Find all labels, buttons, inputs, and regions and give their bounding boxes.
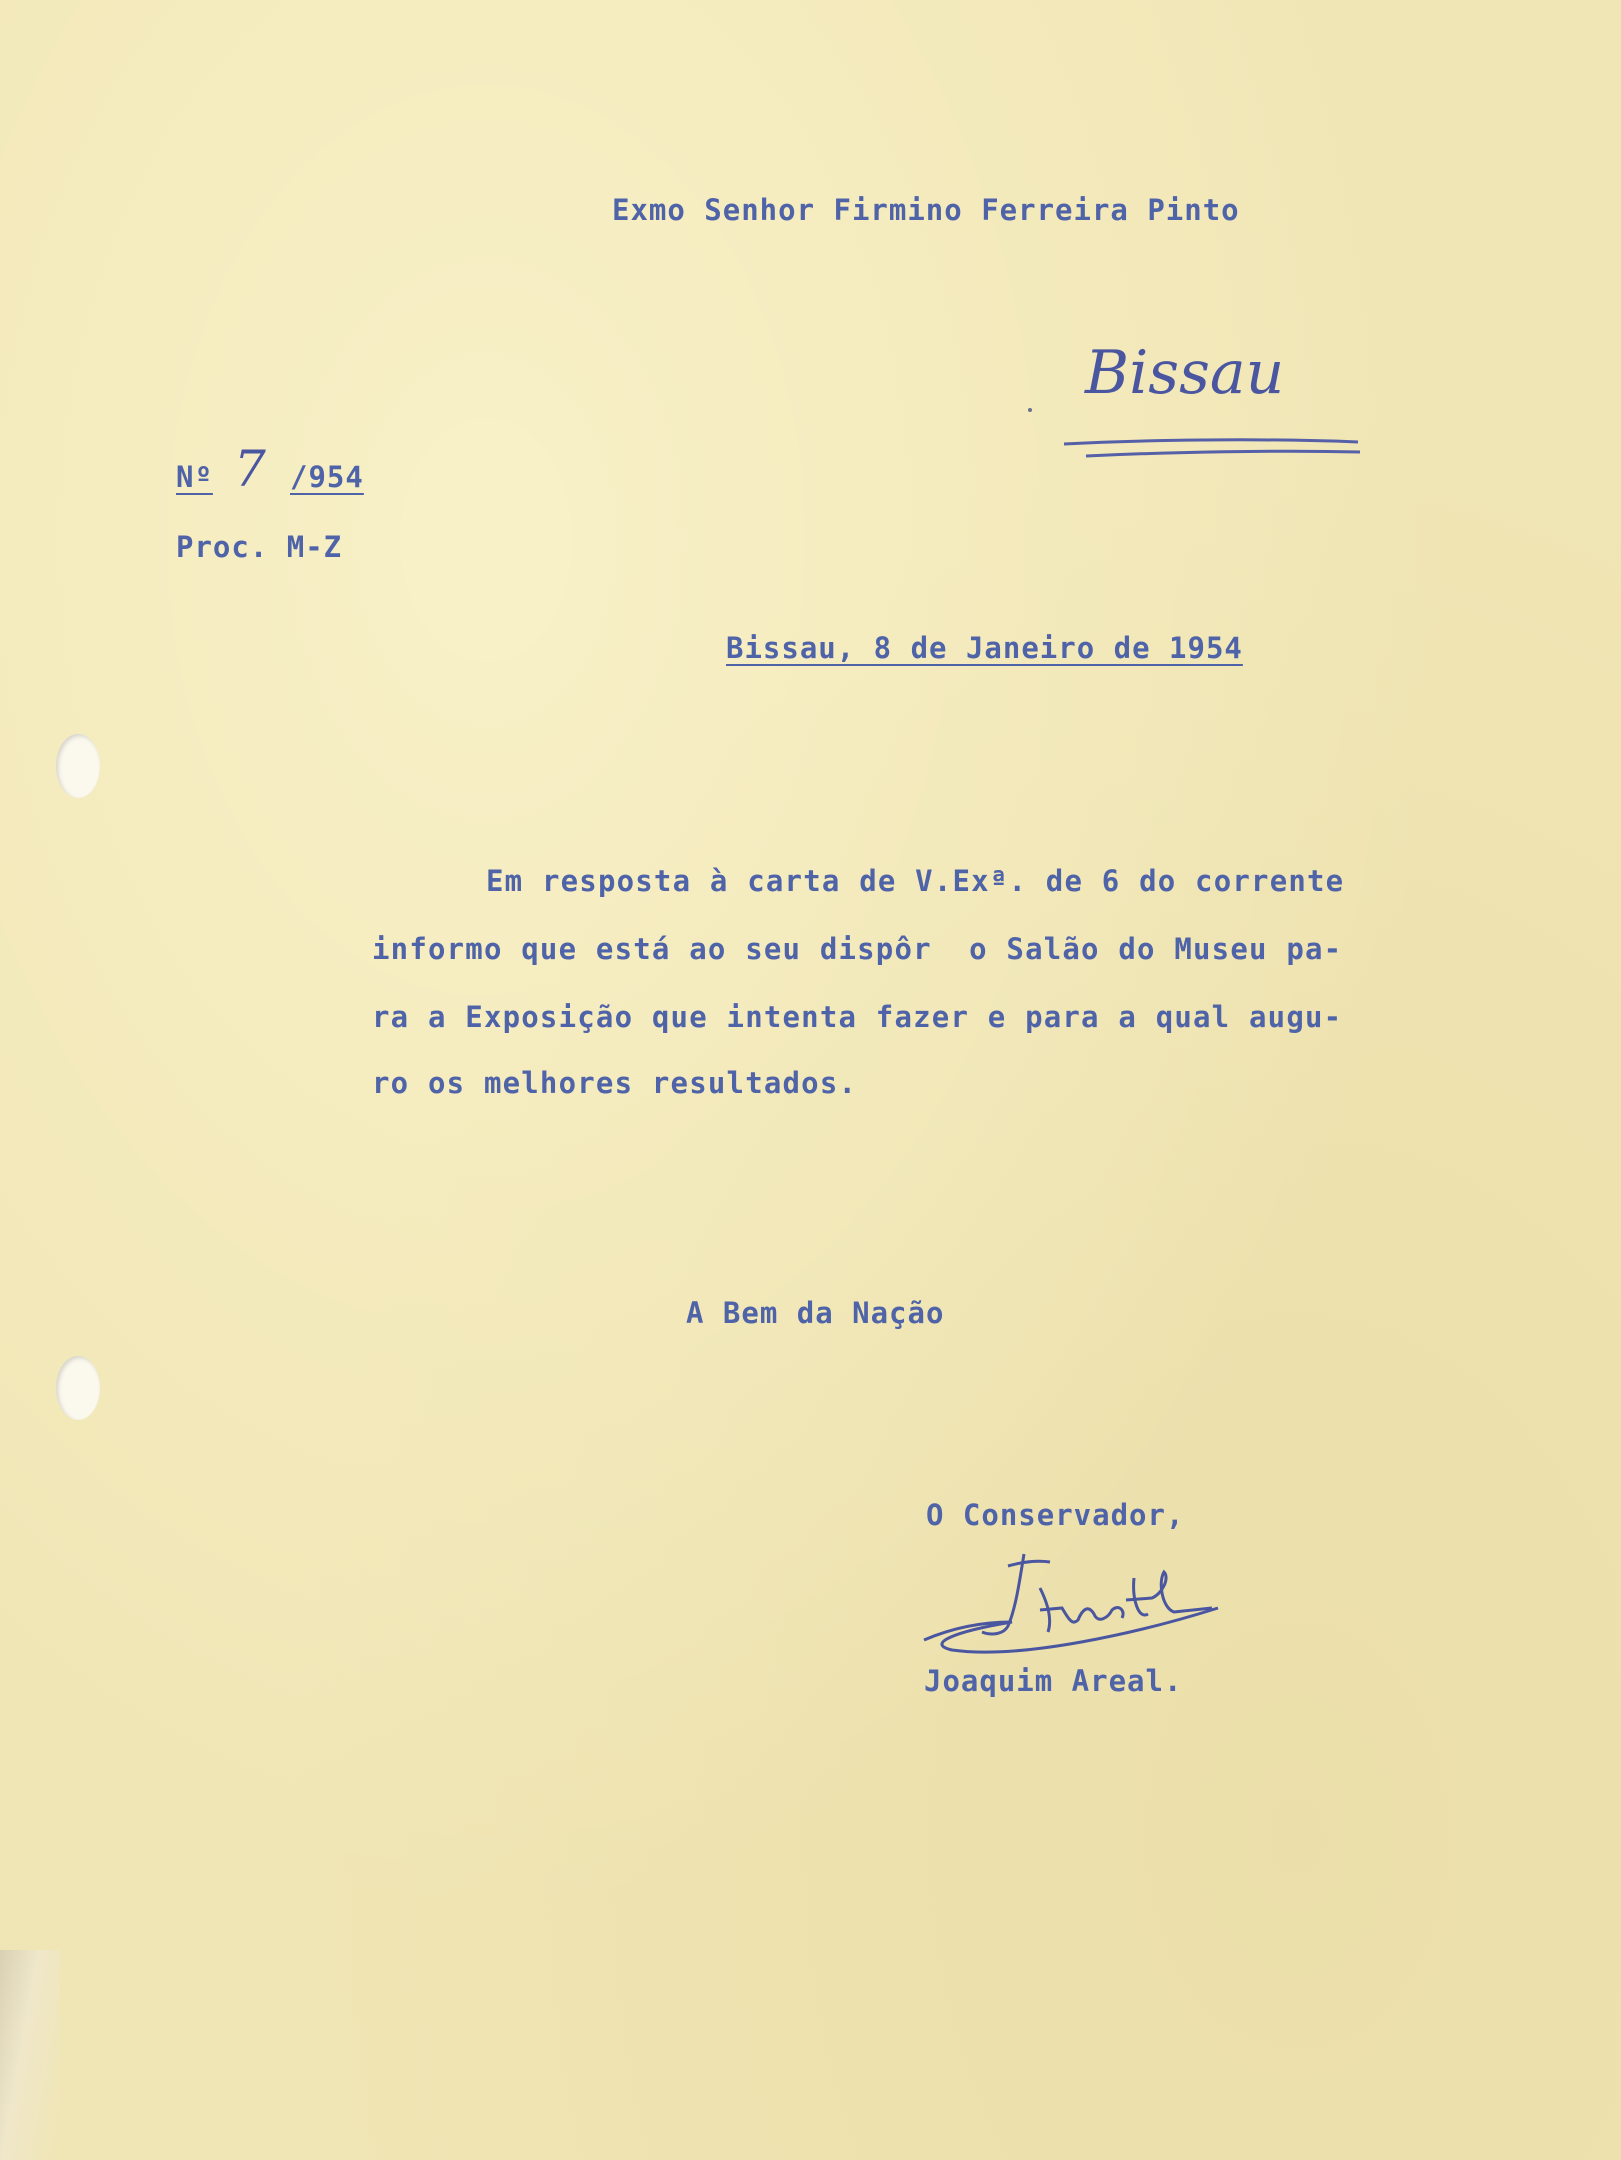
signatory-name: Joaquim Areal.	[924, 1664, 1183, 1698]
signatory-title: O Conservador,	[926, 1498, 1185, 1532]
punch-hole-top	[56, 734, 100, 798]
ink-dot	[1028, 408, 1032, 412]
reference-handwritten-number: 7	[234, 440, 266, 498]
page-edge-shadow	[0, 1950, 60, 2160]
date-line: Bissau, 8 de Janeiro de 1954	[726, 631, 1243, 665]
body-line-2: informo que está ao seu dispôr o Salão do Museu pa-	[372, 932, 1343, 966]
handwritten-underline	[1060, 432, 1365, 466]
process-code: Proc. M-Z	[176, 530, 343, 564]
body-line-4: ro os melhores resultados.	[372, 1066, 858, 1100]
reference-year: /954	[290, 460, 364, 494]
body-line-1: Em resposta à carta de V.Exª. de 6 do corrente	[486, 864, 1345, 898]
punch-hole-bottom	[56, 1356, 100, 1420]
closing-salutation: A Bem da Nação	[686, 1296, 945, 1330]
handwritten-signature	[912, 1548, 1232, 1658]
body-line-3: ra a Exposição que intenta fazer e para a qual augu-	[372, 1000, 1343, 1034]
handwritten-place: Bissau	[1085, 338, 1285, 408]
reference-prefix: Nº	[176, 460, 213, 494]
addressee-line: Exmo Senhor Firmino Ferreira Pinto	[612, 193, 1240, 227]
reference-number	[176, 440, 364, 498]
